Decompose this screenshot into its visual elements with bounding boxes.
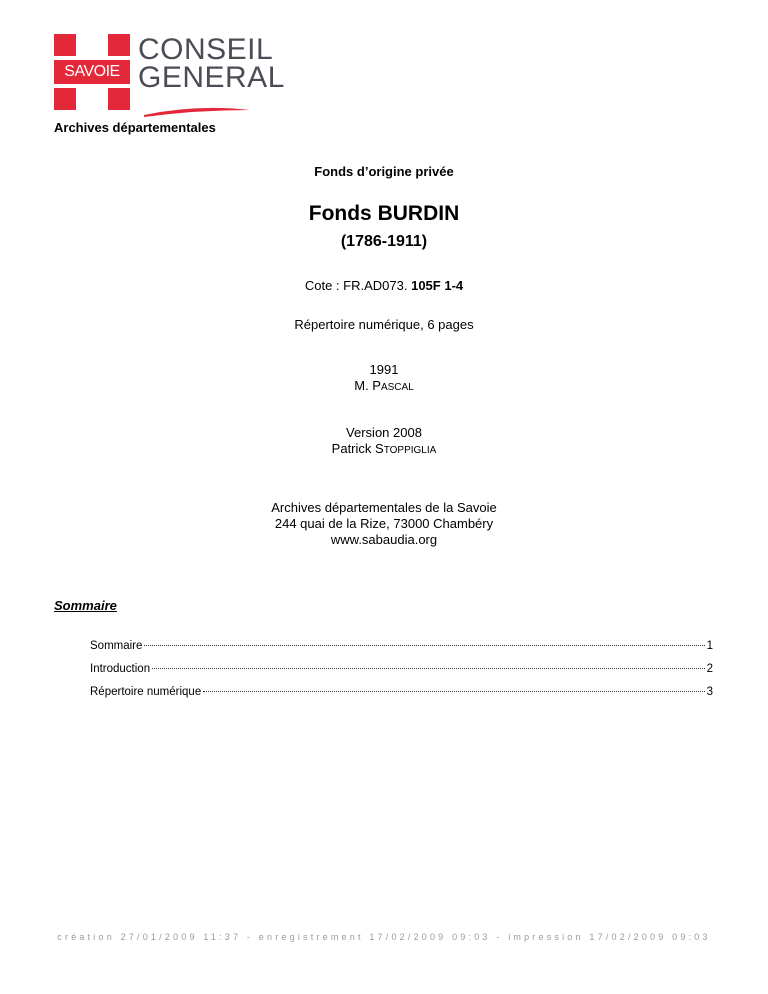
cross-square-top-left bbox=[54, 34, 76, 56]
version-label: Version 2008 bbox=[346, 425, 422, 440]
address-line-1: Archives départementales de la Savoie bbox=[271, 500, 497, 515]
toc-entry[interactable] bbox=[90, 640, 713, 663]
logo-line-1: CONSEIL bbox=[138, 33, 274, 66]
author2-first: Patrick S bbox=[331, 441, 384, 456]
document-dates: (1786-1911) bbox=[340, 233, 428, 250]
institution-label: Archives départementales bbox=[54, 120, 216, 135]
cote-code: 105F 1-4 bbox=[411, 278, 464, 293]
logo-swoosh-icon bbox=[142, 106, 252, 118]
cross-square-top-right bbox=[108, 34, 130, 56]
sommaire-heading: Sommaire bbox=[54, 598, 117, 613]
toc-entry-page: 1 bbox=[706, 640, 713, 652]
logo-line-2: GENERAL bbox=[138, 61, 285, 94]
logo-conseil-general-text bbox=[138, 33, 285, 94]
cote-prefix: Cote : FR.AD073. bbox=[304, 278, 408, 293]
original-year: 1991 bbox=[369, 362, 399, 377]
toc-leader-dots bbox=[144, 645, 704, 646]
toc-leader-dots bbox=[203, 691, 704, 692]
website-link[interactable]: www.sabaudia.org bbox=[330, 532, 438, 547]
author2-surname-rest: TOPPIGLIA bbox=[383, 445, 437, 456]
toc-entry-title: Sommaire bbox=[90, 640, 143, 652]
logo-savoie-text: SAVOIE bbox=[64, 63, 120, 80]
cross-square-bottom-left bbox=[54, 88, 76, 110]
address-line-2: 244 quai de la Rize, 73000 Chambéry bbox=[274, 516, 494, 531]
toc-entry-title: Introduction bbox=[90, 663, 151, 675]
cross-square-bottom-right bbox=[108, 88, 130, 110]
savoie-cross-icon bbox=[54, 34, 130, 110]
document-footer: création 27/01/2009 11:37 - enregistrement 17/02/2009 09:03 - impression 17/02/2009 09:03 bbox=[57, 932, 711, 942]
toc-entry[interactable] bbox=[90, 686, 713, 709]
cross-gap-top bbox=[80, 34, 104, 60]
original-author bbox=[0, 378, 768, 393]
conseil-general-logo bbox=[54, 33, 285, 124]
toc-entry-page: 2 bbox=[706, 663, 713, 675]
repertoire-description: Répertoire numérique, 6 pages bbox=[294, 317, 474, 332]
author-initial: M. P bbox=[354, 378, 381, 393]
document-title: Fonds BURDIN bbox=[308, 202, 460, 225]
cote bbox=[0, 278, 768, 293]
toc-entry-page: 3 bbox=[706, 686, 713, 698]
toc-leader-dots bbox=[152, 668, 704, 669]
author-surname-rest: ASCAL bbox=[380, 382, 414, 393]
toc-entry-title: Répertoire numérique bbox=[90, 686, 202, 698]
fonds-type: Fonds d’origine privée bbox=[314, 164, 454, 179]
table-of-contents bbox=[90, 640, 713, 709]
toc-entry[interactable] bbox=[90, 663, 713, 686]
version-author bbox=[0, 441, 768, 456]
